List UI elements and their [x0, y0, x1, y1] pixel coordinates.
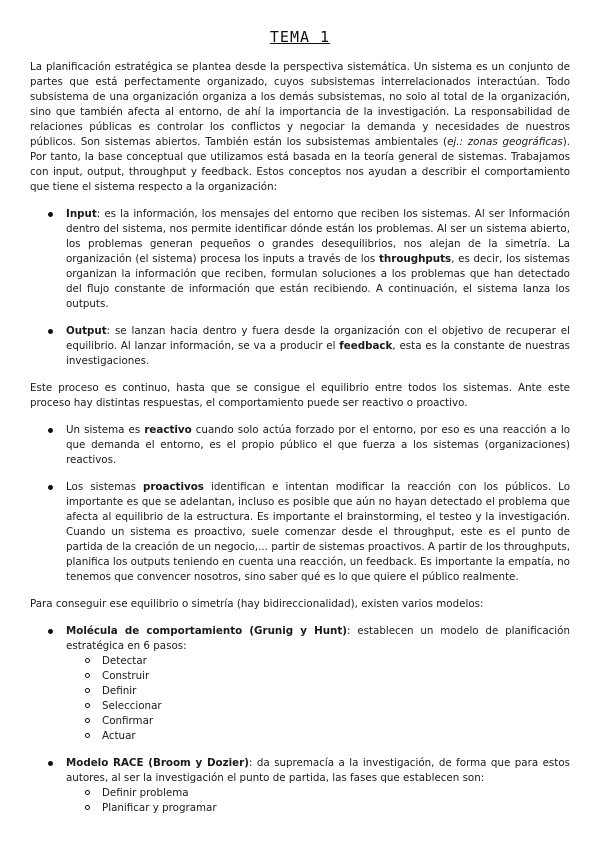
- models-list: [30, 624, 570, 816]
- list-item-reactive: Un sistema es reactivo cuando solo actúa forzado por el entorno, por eso es una reacción a lo que demanda el entorno, es el propio público el que fuerza a los sistemas (organizaciones) reactivos.: [30, 423, 570, 468]
- intro-example: ej.: zonas geográficas: [447, 136, 563, 148]
- process-paragraph: Este proceso es continuo, hasta que se consigue el equilibrio entre todos los sistemas. Ante este proceso hay distintas respuestas, el comportamiento puede ser reactivo o proactivo.: [30, 382, 570, 409]
- list-item: Planificar y programar: [66, 801, 570, 816]
- intro-paragraph: La planificación estratégica se plantea desde la perspectiva sistemática. Un sistema es un conjunto de partes que está perfectamente organizado, cuyos subsistemas interrelacionados interactúan. Todo subsistema de una organización organiza a los demás subsistemas, no solo al total de la organización, sino que también afecta al entorno, de ahí la importancia de la investigación. La responsabilidad de relaciones públicas es controlar los conflictos y negociar la demanda y necesidades de nuestros públicos. Son sistemas abiertos. También están los subsistemas ambientales (ej.: zonas geográficas). Por tanto, la base conceptual que utilizamos está basada en la teoría general de sistemas. Trabajamos con input, output, throughput y feedback. Estos conceptos nos ayudan a describir el comportamiento que tiene el sistema respecto a la organización:: [30, 61, 570, 193]
- behaviors-list: [30, 423, 570, 585]
- list-item: Confirmar: [66, 714, 570, 729]
- list-item-grunig-model: Molécula de comportamiento (Grunig y Hunt): establecen un modelo de planificación estratégica en 6 pasos: Detectar Construir Definir Seleccionar Confirmar Actuar: [30, 624, 570, 744]
- list-item-proactive: Los sistemas proactivos identifican e intentan modificar la reacción con los públicos. Lo importante es que se adelantan, incluso es posible que aún no hayan detectado el problema que afecta al equilibrio de la estructura. Es importante el brainstorming, el testeo y la investigación. Cuando un sistema es proactivo, suele comenzar desde el throughput, este es el punto de partida de la creación de un negocio,... partir de sistemas proactivos. A partir de los throughputs, planifica los outputs teniendo en cuenta una reacción, un feedback. Es importante la empatía, no tenemos que convencer nosotros, sino saber qué es lo que quiere el público realmente.: [30, 480, 570, 585]
- list-item: Construir: [66, 669, 570, 684]
- list-item-output: Output: se lanzan hacia dentro y fuera desde la organización con el objetivo de recuperar el equilibrio. Al lanzar información, se va a producir el feedback, esta es la constante de nuestras investigaciones.: [30, 324, 570, 369]
- list-item-input: Input: es la información, los mensajes del entorno que reciben los sistemas. Al ser Información dentro del sistema, nos permite identificar dónde están los problemas. Al ser un sistema abierto, los problemas generan pequeños o grandes desequilibrios, nos alejan de la simetría. La organización (el sistema) procesa los inputs a través de los throughputs, es decir, los sistemas organizan la información que reciben, formulan soluciones a los problemas que han detectado del flujo constante de información que están recibiendo. A continuación, el sistema lanza los outputs.: [30, 207, 570, 312]
- concepts-list: [30, 207, 570, 369]
- list-item: Actuar: [66, 729, 570, 744]
- list-item: Seleccionar: [66, 699, 570, 714]
- list-item-race-model: Modelo RACE (Broom y Dozier): da supremacía a la investigación, de forma que para estos autores, al ser la investigación el punto de partida, las fases que establecen son: Definir problema Planificar y programar: [30, 756, 570, 816]
- race-steps: [66, 786, 570, 816]
- list-item: Definir problema: [66, 786, 570, 801]
- list-item: Definir: [66, 684, 570, 699]
- list-item: Detectar: [66, 654, 570, 669]
- page-title: TEMA 1: [269, 28, 331, 46]
- grunig-steps: [66, 654, 570, 744]
- term-input: Input: [66, 208, 97, 220]
- models-intro: Para conseguir ese equilibrio o simetría (hay bidireccionalidad), existen varios modelos:: [30, 598, 484, 610]
- term-output: Output: [66, 325, 107, 337]
